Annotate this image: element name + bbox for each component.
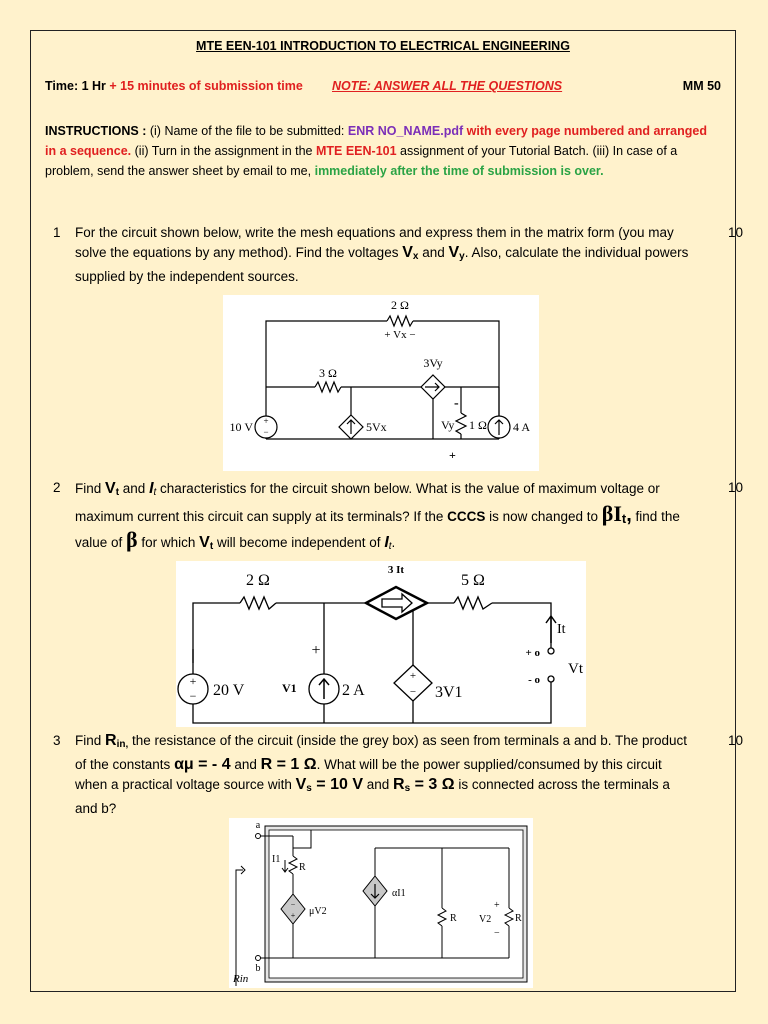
q3-text-a: Find — [75, 733, 106, 748]
instructions-part4: assignment of your Tutorial Batch. (iii) In case of a problem, send the answer sheet by email to me, — [45, 144, 678, 178]
q3-rs-sub: s — [404, 783, 411, 794]
q2-it: I — [149, 480, 154, 497]
rin-label: Rin — [233, 973, 249, 985]
q3-r-value: R = 1 Ω — [260, 756, 317, 773]
vcvs-label: μV2 — [309, 906, 327, 917]
v2-plus: + — [494, 900, 500, 911]
q3-vs: V — [295, 776, 307, 793]
current-arrow-icon — [546, 616, 556, 643]
terminal-minus-label: - o — [528, 674, 540, 686]
svg-text:+: + — [290, 911, 296, 920]
q2-text-e: find the value of — [75, 509, 680, 550]
r2-label: R — [450, 913, 457, 924]
q2-text-f: for which — [137, 535, 200, 550]
q3-rin-sub: in, — [116, 739, 129, 750]
instructions-label: INSTRUCTIONS : — [45, 124, 147, 138]
v2-minus: − — [494, 928, 500, 939]
q3-rin: R — [105, 732, 117, 749]
exam-note: NOTE: ANSWER ALL THE QUESTIONS — [332, 79, 563, 93]
terminal-a-label: a — [255, 820, 261, 831]
q2-cccs: CCCS — [447, 509, 486, 524]
q3-text-b: the resistance of the circuit (inside the grey box) as seen from terminals a and b. The product of the constants — [75, 733, 688, 772]
exam-page — [30, 30, 743, 992]
q2-vt2: V — [199, 534, 210, 551]
q2-text-d: is now changed to — [485, 509, 602, 524]
q2-vt-sub: t — [115, 487, 120, 498]
question-text — [75, 223, 689, 287]
course-code: MTE EEN-101 — [315, 144, 397, 158]
svg-text:−: − — [263, 427, 269, 437]
circuit-3-svg — [229, 818, 533, 988]
q1-vy-sub: y — [459, 251, 465, 262]
svg-text:+: + — [189, 674, 197, 688]
time-extra: + 15 minutes of submission time — [105, 79, 303, 93]
q1-vx-sub: x — [412, 251, 419, 262]
it-label: It — [557, 622, 566, 637]
q2-beta-it: βI — [601, 501, 622, 526]
ccvs-label: 3Vy — [423, 356, 443, 370]
svg-text:+: + — [263, 416, 269, 426]
current-source-label: 2 A — [342, 682, 365, 699]
v1-label: V1 — [282, 681, 297, 695]
voltage-source-label: 20 V — [213, 682, 245, 699]
q3-alpha-mu: αμ = - 4 — [174, 756, 231, 773]
question-number: 3 — [53, 733, 61, 748]
q2-text-a: Find — [75, 481, 106, 496]
vt-label: Vt — [568, 661, 583, 677]
q1-text-b: and — [418, 245, 449, 260]
q1-vx: V — [402, 244, 413, 261]
circuit-figure-2 — [176, 561, 586, 727]
cccs-label: 5Vx — [366, 420, 387, 434]
q2-it2-sub: t — [388, 541, 392, 552]
q3-rs-value: = 3 Ω — [410, 776, 455, 793]
exam-header-row — [45, 79, 721, 93]
question-marks: 10 — [727, 733, 743, 748]
time-label: Time: 1 Hr — [45, 79, 106, 93]
circuit-2-svg — [176, 561, 586, 727]
r1-label: R — [299, 862, 306, 873]
i1-label: I1 — [272, 854, 281, 865]
svg-text:−: − — [409, 686, 417, 698]
r3-label: R — [515, 913, 522, 924]
filename: ENR NO_NAME.pdf — [347, 124, 464, 138]
terminal-plus-icon — [548, 648, 554, 654]
question-marks: 10 — [727, 480, 743, 495]
v2-label: V2 — [479, 914, 492, 925]
question-number: 2 — [53, 480, 61, 495]
q1-text-c: . Also, calculate the individual powers supplied by the independent sources. — [75, 245, 689, 284]
instructions — [45, 121, 713, 181]
circuit-1-svg — [223, 295, 539, 471]
r-mid-label: 1 Ω — [469, 418, 487, 432]
q2-period: . — [391, 535, 396, 550]
q1-text-a: For the circuit shown below, write the mesh equations and express them in the matrix form (you may solve the equations by any method). Find the voltages — [75, 225, 674, 260]
r-right-label: 5 Ω — [461, 572, 485, 589]
svg-text:−: − — [290, 900, 296, 909]
terminal-minus-icon — [548, 676, 554, 682]
q2-comma: , — [626, 504, 632, 526]
q2-beta-it-sub: t — [621, 511, 627, 526]
terminal-plus-label: + o — [525, 647, 540, 659]
q2-it2: I — [384, 534, 389, 551]
instructions-part5: immediately after the time of submission is over. — [314, 164, 604, 178]
q2-vt: V — [105, 480, 116, 497]
vcvs-label: 3V1 — [435, 684, 463, 701]
plus-top: + — [311, 642, 321, 659]
q3-text-e: and — [363, 777, 394, 792]
q3-rs: R — [393, 776, 405, 793]
r-top-label: 2 Ω — [391, 298, 409, 312]
q2-text-c: characteristics for the circuit shown below. What is the value of maximum voltage or maximum current this circuit can supply at its terminals? If the — [75, 481, 660, 524]
exam-title: MTE EEN-101 INTRODUCTION TO ELECTRICAL ENGINEERING — [196, 39, 570, 53]
vy-plus: + — [449, 448, 456, 462]
q3-text-d: . What will be the power supplied/consumed by this circuit when a practical voltage source with — [75, 757, 662, 792]
q3-vs-sub: s — [306, 783, 312, 794]
cccs-label: αI1 — [392, 888, 406, 899]
question-text — [75, 731, 689, 819]
minus-bottom — [317, 723, 331, 727]
terminal-a-icon — [256, 834, 261, 839]
q3-vs-value: = 10 V — [311, 776, 364, 793]
voltage-source-label: 10 V — [229, 420, 253, 434]
instructions-part1: (i) Name of the file to be submitted: — [146, 124, 348, 138]
q2-text-g: will become independent of — [213, 535, 385, 550]
q2-it-sub: t — [153, 487, 157, 498]
question-text — [75, 478, 689, 557]
circuit-figure-1 — [223, 295, 539, 471]
instructions-part2: with every page numbered and arranged in a sequence. — [45, 124, 707, 158]
r-left-label: 2 Ω — [246, 572, 270, 589]
svg-text:−: − — [189, 689, 197, 703]
terminal-b-label: b — [255, 963, 261, 974]
vy-label: Vy — [441, 418, 455, 432]
current-source-label: 4 A — [513, 420, 531, 434]
q2-vt2-sub: t — [209, 541, 214, 552]
max-marks: MM 50 — [682, 79, 721, 93]
q2-text-b: and — [119, 481, 150, 496]
instructions-part3: (ii) Turn in the assignment in the — [131, 144, 316, 158]
question-number: 1 — [53, 225, 61, 240]
svg-text:+: + — [409, 670, 417, 682]
terminal-b-icon — [256, 956, 261, 961]
q2-beta: β — [126, 527, 138, 552]
q3-text-f: is connected across the terminals a and b? — [75, 777, 670, 816]
cccs-label: 3 It — [387, 564, 405, 576]
circuit-figure-3 — [229, 818, 533, 988]
question-marks: 10 — [727, 225, 743, 240]
q3-text-c: and — [230, 757, 261, 772]
vy-minus: - — [454, 396, 459, 411]
q1-vy: V — [448, 244, 460, 261]
vx-label: + Vx − — [384, 329, 416, 341]
r-left-label: 3 Ω — [319, 366, 337, 380]
